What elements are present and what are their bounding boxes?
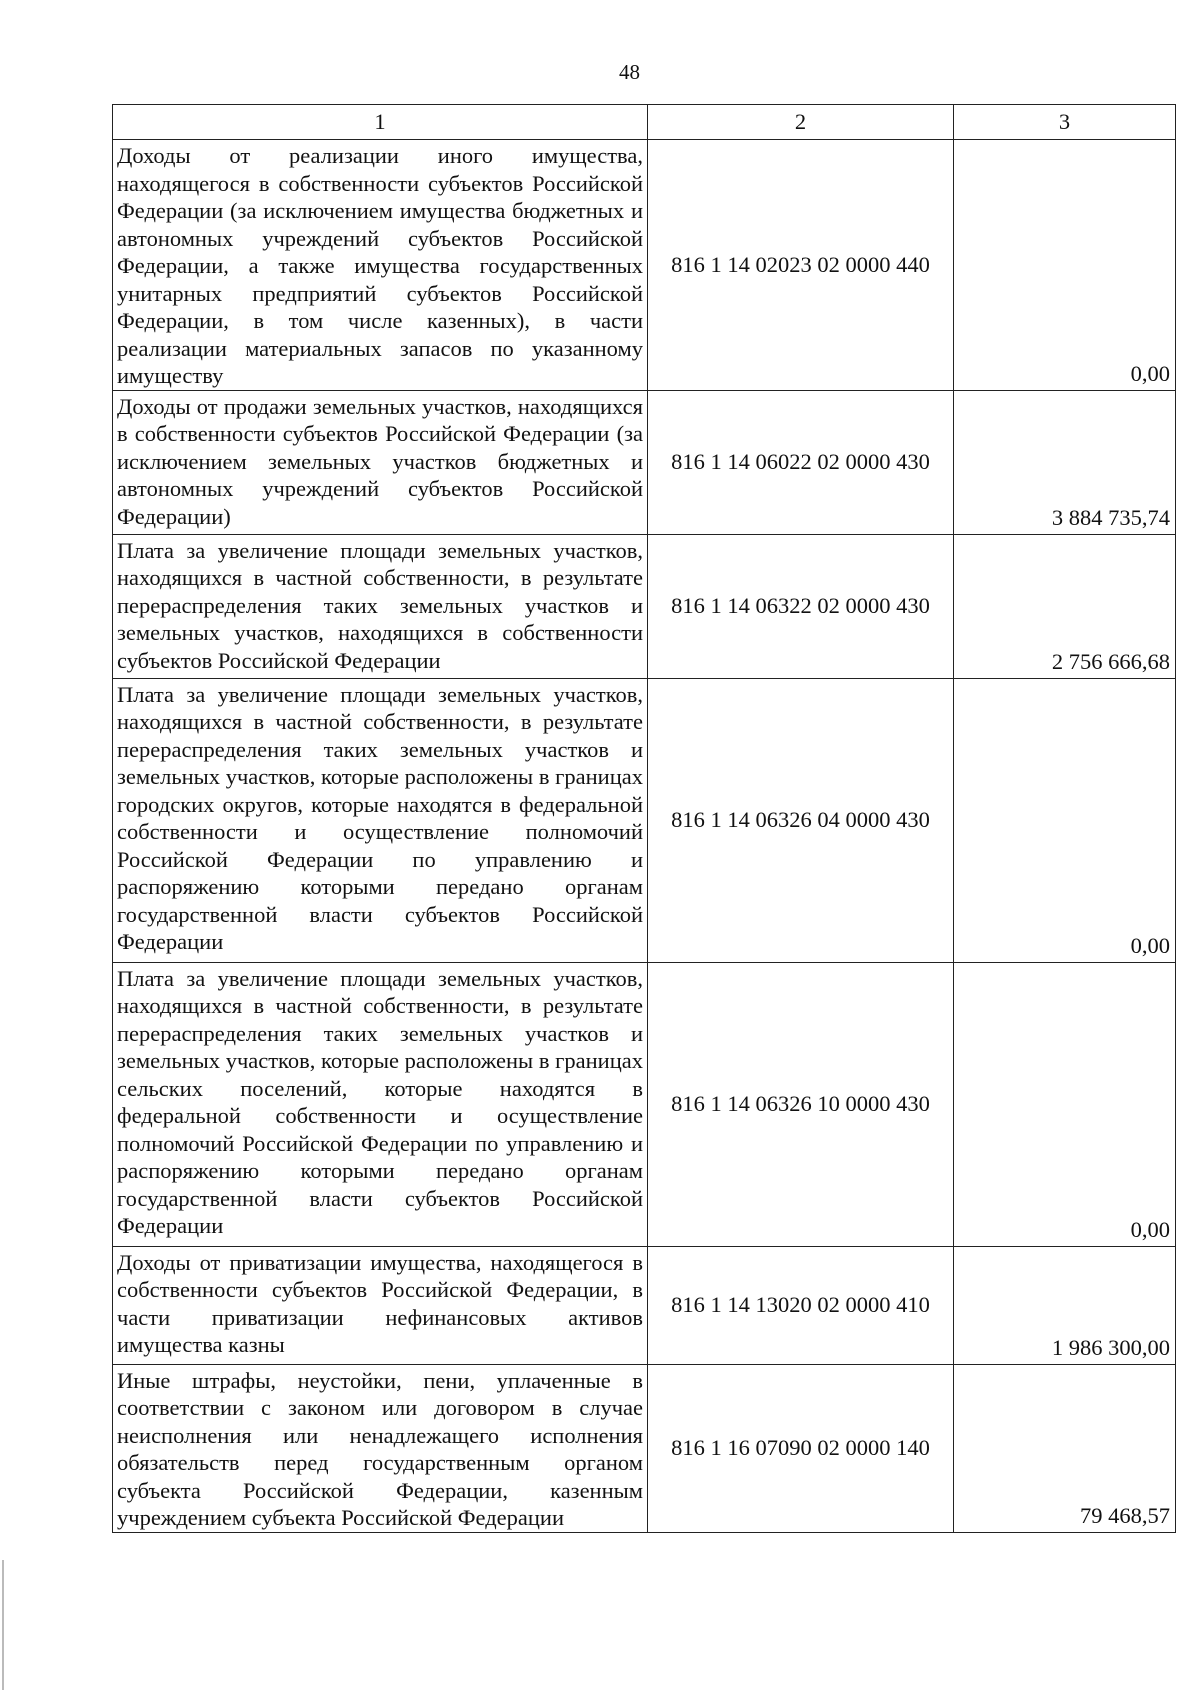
budget-code: 816 1 14 06322 02 0000 430 xyxy=(648,534,954,678)
amount: 0,00 xyxy=(954,962,1176,1246)
budget-code: 816 1 14 06326 04 0000 430 xyxy=(648,678,954,962)
budget-code: 816 1 14 06326 10 0000 430 xyxy=(648,962,954,1246)
amount: 0,00 xyxy=(954,678,1176,962)
scan-edge-mark xyxy=(2,1560,4,1690)
income-description: Плата за увеличение площади земельных участков, находящихся в частной собственности, в результате перераспределения таких земельных участков и земельных участков, которые расположены в границах городских округов, которые находятся в федеральной собственности и осуществление полномочий Российской Федерации по управлению и распоряжению которыми передано органам государственной власти субъектов Российской Федерации xyxy=(113,678,648,962)
income-description: Иные штрафы, неустойки, пени, уплаченные в соответствии с законом или договором в случае неисполнения или ненадлежащего исполнения обязательств перед государственным органом субъекта Российской Федерации, казенным учреждением субъекта Российской Федерации xyxy=(113,1364,648,1532)
table-row xyxy=(113,1246,1176,1364)
table-row xyxy=(113,534,1176,678)
income-description: Плата за увеличение площади земельных участков, находящихся в частной собственности, в результате перераспределения таких земельных участков и земельных участков, находящихся в собственности субъектов Российской Федерации xyxy=(113,534,648,678)
income-description: Доходы от реализации иного имущества, находящегося в собственности субъектов Российской Федерации (за исключением имущества бюджетных и автономных учреждений субъектов Российской Федерации, а также имущества государственных унитарных предприятий субъектов Российской Федерации, в том числе казенных), в части реализации материальных запасов по указанному имуществу xyxy=(113,140,648,391)
income-description: Плата за увеличение площади земельных участков, находящихся в частной собственности, в результате перераспределения таких земельных участков и земельных участков, которые расположены в границах сельских поселений, которые находятся в федеральной собственности и осуществление полномочий Российской Федерации по управлению и распоряжению которыми передано органам государственной власти субъектов Российской Федерации xyxy=(113,962,648,1246)
budget-code: 816 1 16 07090 02 0000 140 xyxy=(648,1364,954,1532)
column-header: 2 xyxy=(648,105,954,140)
page-number: 48 xyxy=(619,60,640,84)
table-row xyxy=(113,678,1176,962)
budget-code: 816 1 14 02023 02 0000 440 xyxy=(648,140,954,391)
income-description: Доходы от приватизации имущества, находящегося в собственности субъектов Российской Федерации, в части приватизации нефинансовых активов имущества казны xyxy=(113,1246,648,1364)
column-header: 3 xyxy=(954,105,1176,140)
column-header: 1 xyxy=(113,105,648,140)
amount: 79 468,57 xyxy=(954,1364,1176,1532)
amount: 2 756 666,68 xyxy=(954,534,1176,678)
table-row xyxy=(113,962,1176,1246)
amount: 1 986 300,00 xyxy=(954,1246,1176,1364)
table-row xyxy=(113,390,1176,534)
table-row xyxy=(113,1364,1176,1532)
table-row xyxy=(113,140,1176,391)
amount: 0,00 xyxy=(954,140,1176,391)
revenue-table xyxy=(112,104,1176,1533)
budget-code: 816 1 14 13020 02 0000 410 xyxy=(648,1246,954,1364)
amount: 3 884 735,74 xyxy=(954,390,1176,534)
budget-code: 816 1 14 06022 02 0000 430 xyxy=(648,390,954,534)
income-description: Доходы от продажи земельных участков, находящихся в собственности субъектов Российской Федерации (за исключением земельных участков бюджетных и автономных учреждений субъектов Российской Федерации) xyxy=(113,390,648,534)
table-header-row xyxy=(113,105,1176,140)
